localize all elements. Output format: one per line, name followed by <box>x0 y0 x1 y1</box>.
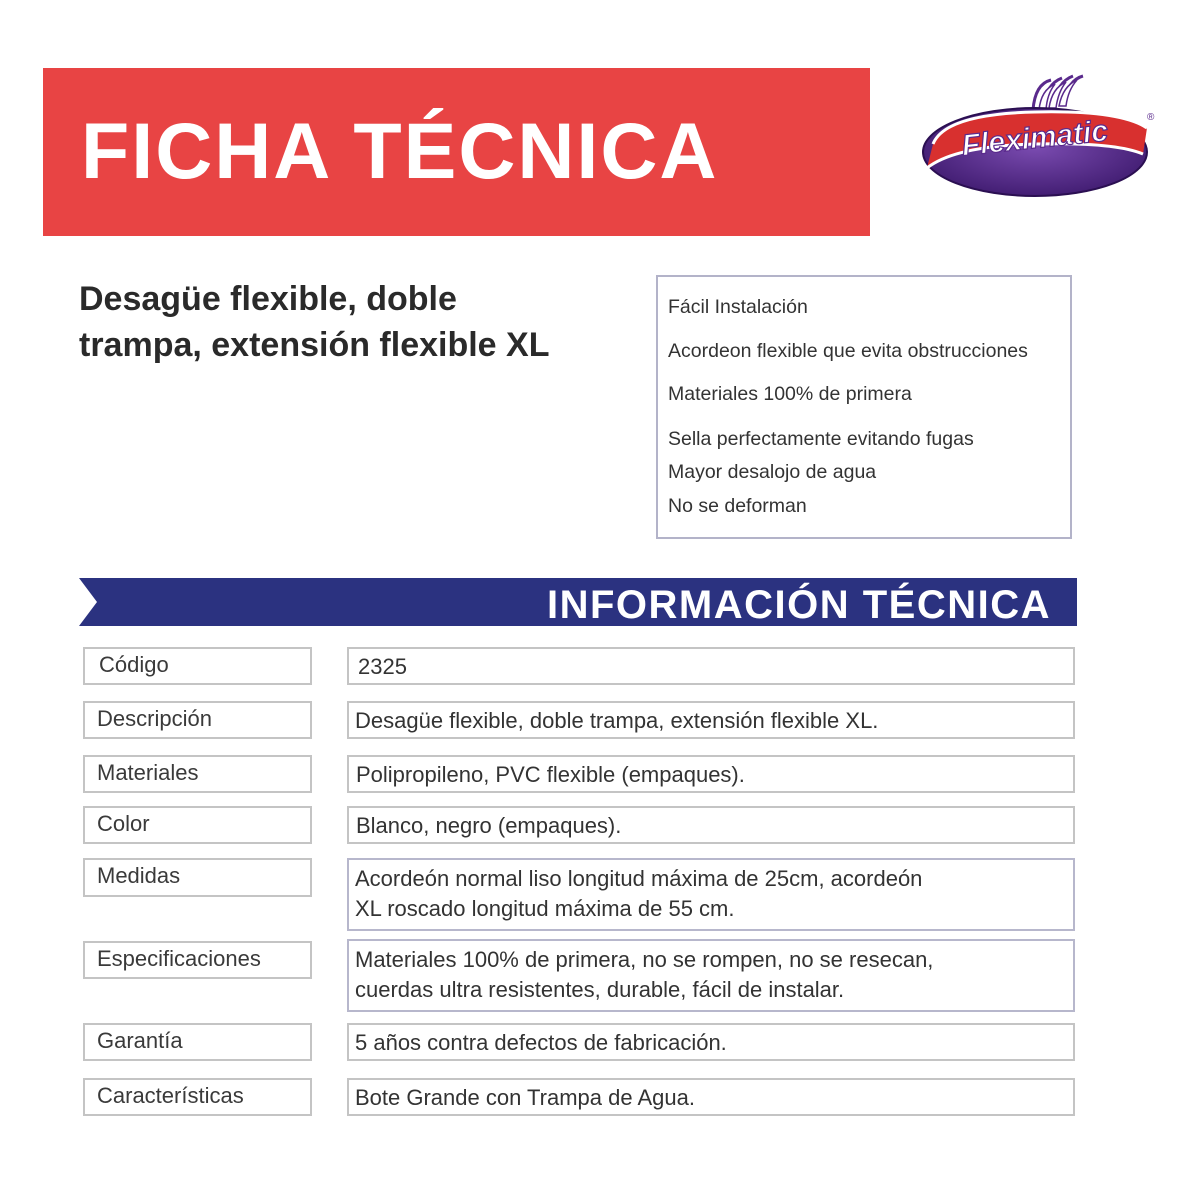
spec-value <box>347 806 1075 844</box>
product-title-line: trampa, extensión flexible XL <box>79 326 550 364</box>
feature-item: Mayor desalojo de agua <box>668 461 877 483</box>
spec-value <box>347 701 1075 739</box>
spec-value <box>347 1023 1075 1061</box>
brand-name: Fleximatic <box>960 114 1110 163</box>
spec-value-text: Polipropileno, PVC flexible (empaques). <box>356 762 745 787</box>
spec-label <box>83 1023 312 1061</box>
page-title: FICHA TÉCNICA <box>81 106 719 195</box>
spec-value <box>347 647 1075 685</box>
spec-value-line: cuerdas ultra resistentes, durable, fácil de instalar. <box>355 977 845 1002</box>
spec-label-text: Descripción <box>97 706 212 731</box>
spec-label-text: Especificaciones <box>97 946 261 971</box>
feature-item: Sella perfectamente evitando fugas <box>668 428 974 450</box>
spec-label-text: Materiales <box>97 760 199 785</box>
spec-value <box>347 755 1075 793</box>
spec-value-text: Blanco, negro (empaques). <box>356 813 622 838</box>
spec-label-text: Medidas <box>97 863 181 888</box>
registered-mark: ® <box>1147 112 1155 123</box>
feature-item: Materiales 100% de primera <box>668 383 912 405</box>
spec-value-text: Desagüe flexible, doble trampa, extensión flexible XL. <box>355 708 879 733</box>
spec-value-line: Acordeón normal liso longitud máxima de 25cm, acordeón <box>355 866 923 891</box>
spec-value-text <box>355 864 922 924</box>
spec-label <box>83 701 312 739</box>
spec-value-text: Bote Grande con Trampa de Agua. <box>355 1085 696 1110</box>
product-title-line: Desagüe flexible, doble <box>79 280 457 318</box>
spec-value <box>347 1078 1075 1116</box>
spec-value-text: 2325 <box>358 654 407 679</box>
spec-value-text: 5 años contra defectos de fabricación. <box>355 1030 727 1055</box>
spec-value <box>347 858 1075 931</box>
spec-value-text <box>355 945 933 1005</box>
section-header-bar <box>79 578 1077 626</box>
spec-label <box>83 806 312 844</box>
feature-item: Fácil Instalación <box>668 296 808 318</box>
spec-value <box>347 939 1075 1012</box>
spec-label <box>83 647 312 685</box>
fleximatic-logo <box>915 70 1155 200</box>
spec-label <box>83 1078 312 1116</box>
spec-label <box>83 941 312 979</box>
spec-label-text: Código <box>99 652 169 677</box>
product-title <box>79 276 639 368</box>
spec-label <box>83 755 312 793</box>
spec-label <box>83 858 312 897</box>
features-box <box>656 275 1072 539</box>
spec-label-text: Garantía <box>97 1028 183 1053</box>
feature-item: No se deforman <box>668 495 807 517</box>
spec-label-text: Color <box>97 811 150 836</box>
spec-value-line: XL roscado longitud máxima de 55 cm. <box>355 896 735 921</box>
spec-label-text: Características <box>97 1083 244 1108</box>
header-banner <box>43 68 870 236</box>
section-title: INFORMACIÓN TÉCNICA <box>546 583 1051 627</box>
feature-item: Acordeon flexible que evita obstrucciones <box>668 340 1028 362</box>
spec-value-line: Materiales 100% de primera, no se rompen, no se resecan, <box>355 947 934 972</box>
